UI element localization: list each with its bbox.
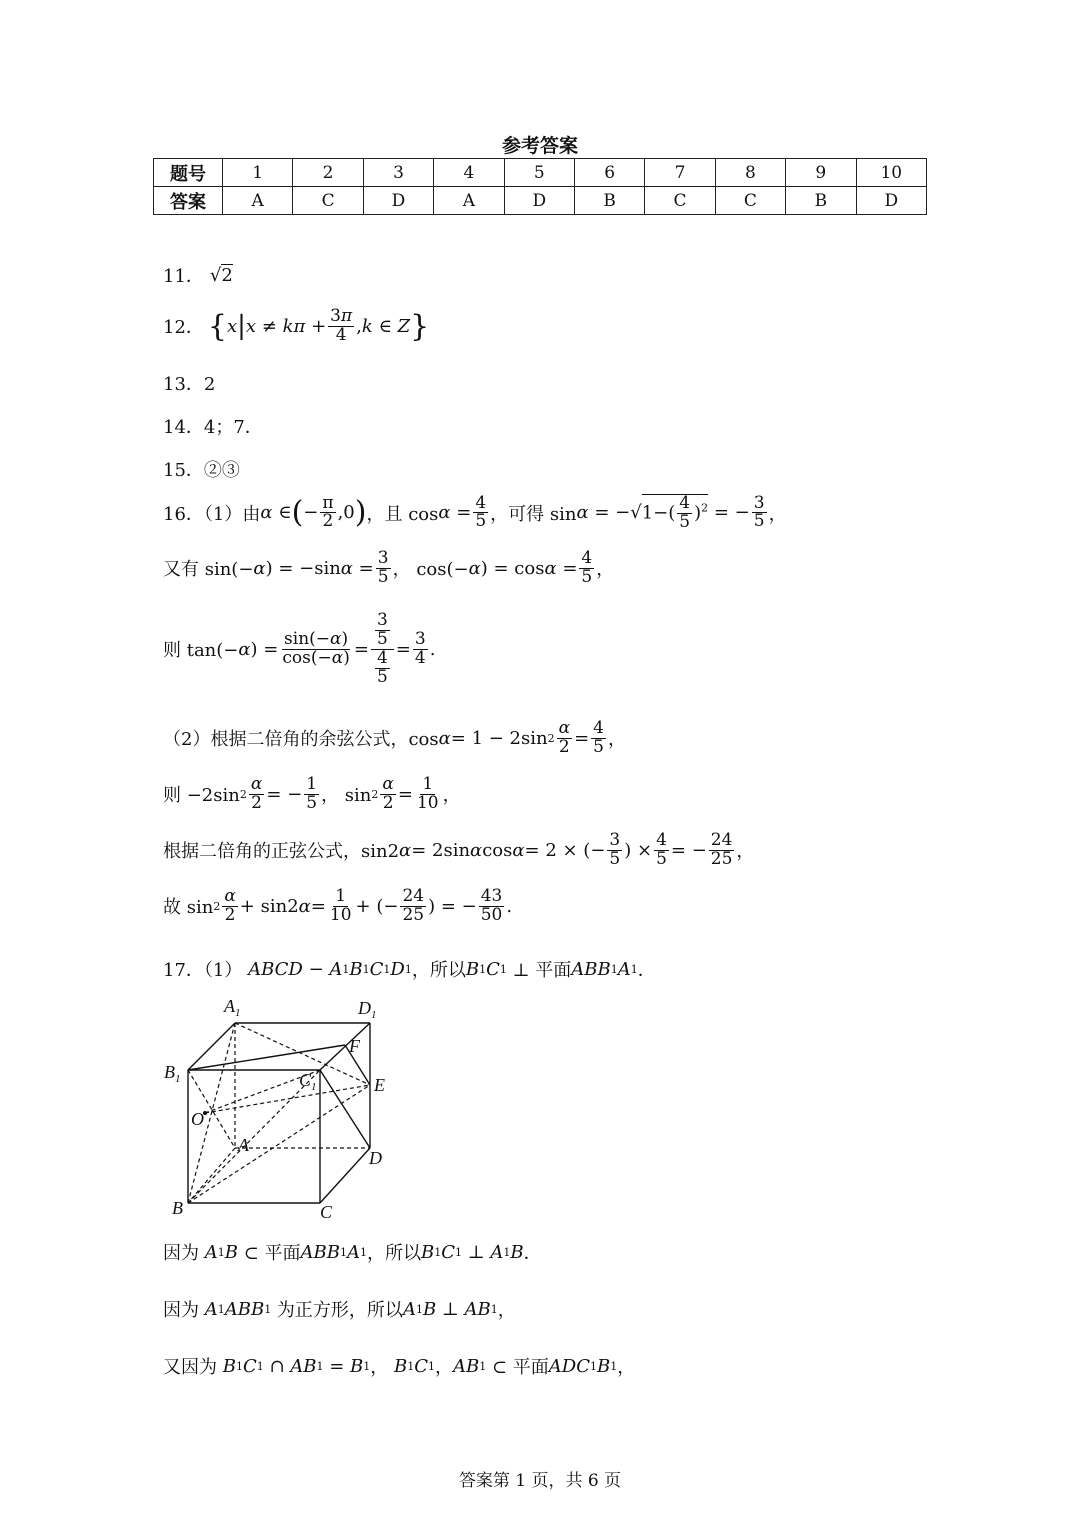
table-cell: 1 xyxy=(223,159,293,187)
label-D1: $D_1$ xyxy=(358,998,377,1021)
table-cell: C xyxy=(293,187,363,215)
label-A1: $A_1$ xyxy=(224,996,241,1019)
answer-13: 13．2 xyxy=(163,374,216,395)
answer-14: 14．4；7． xyxy=(163,417,263,438)
table-cell: 3 xyxy=(363,159,433,187)
label-E: E xyxy=(374,1075,385,1095)
table-cell: 4 xyxy=(434,159,504,187)
answer-16-line4: （2）根据二倍角的余弦公式，cos α = 1 − 2sin 2 $\frac{\alpha}{2}$ = $\frac{4}{5}$ ， xyxy=(163,718,626,757)
label-A: A xyxy=(238,1135,249,1155)
label-C1: $C_1$ xyxy=(299,1070,317,1093)
table-header: 题号 xyxy=(154,159,223,187)
table-cell: 10 xyxy=(856,159,926,187)
table-cell: D xyxy=(504,187,574,215)
answer-16-line6: 根据二倍角的正弦公式，sin2 α = 2sin α cos α = 2 × (− $\frac{3}{5}$ ) × $\frac{4}{5}$ = − $\frac{24}{25}$ ， xyxy=(163,830,755,869)
table-header: 答案 xyxy=(154,187,223,215)
table-row-numbers xyxy=(154,159,927,187)
table-cell: A xyxy=(223,187,293,215)
table-cell: D xyxy=(856,187,926,215)
table-cell: 5 xyxy=(504,159,574,187)
table-cell: 7 xyxy=(645,159,715,187)
answer-16-line1: 16．（1）由 α ∈ ( − $\frac{\pi}{2}$ ,0 ) ，且 cos α = $\frac{4}{5}$ ，可得 sin α = −√ 1−( $\frac{4}{5}$ )$^2$ = − $\frac{3}{5}$ ， xyxy=(163,492,787,532)
cube-figure xyxy=(160,990,420,1220)
answer-16-line7: 故 sin 2 $\frac{\alpha}{2}$ + sin2 α = $\frac{1}{10}$ + (− $\frac{24}{25}$ ) = − $\frac{43}{50}$ . xyxy=(163,886,513,925)
label-F: F xyxy=(349,1036,360,1056)
table-cell: B xyxy=(574,187,644,215)
answer-17-line2: 因为 A 1 B ⊂ 平面 ABB 1 A 1 ，所以 B 1 C 1 ⊥ A 1 B ． xyxy=(163,1241,542,1264)
page-footer: 答案第 1 页，共 6 页 xyxy=(458,1471,622,1491)
table-cell: 2 xyxy=(293,159,363,187)
answer-table xyxy=(153,158,927,215)
answer-16-line3: 则 tan(− α ) = $\frac{\sin(-\alpha)}{\cos(-\alpha)}$ = $\frac{\frac{3}{5}}{\frac{4}{5}}$ = $\frac{3}{4}$ . xyxy=(163,610,436,687)
label-B1: $B_1$ xyxy=(164,1062,181,1085)
table-cell: C xyxy=(645,187,715,215)
table-cell: C xyxy=(715,187,785,215)
table-cell: 6 xyxy=(574,159,644,187)
label-O: O xyxy=(191,1109,204,1129)
table-cell: A xyxy=(434,187,504,215)
label-D: D xyxy=(369,1148,382,1168)
answer-12: 12． { x | x ≠ kπ + $\frac{3\pi}{4}$ , k ∈ Z } xyxy=(163,306,430,345)
table-row-answers xyxy=(154,187,927,215)
answer-17-line3: 因为 A 1 ABB 1 为正方形，所以 A 1 B ⊥ AB 1 ， xyxy=(163,1298,516,1321)
answer-17-line1: 17．（1） ABCD − A 1 B 1 C 1 D 1 ，所以 B 1 C 1 ⊥ 平面 ABB 1 A 1 ． xyxy=(163,958,656,981)
table-cell: B xyxy=(786,187,856,215)
page-title: 参考答案 xyxy=(501,135,578,157)
table-cell: 9 xyxy=(786,159,856,187)
label-C: C xyxy=(320,1202,333,1220)
answer-16-line5: 则 −2sin 2 $\frac{\alpha}{2}$ = − $\frac{1}{5}$ ， sin 2 $\frac{\alpha}{2}$ = $\frac{1}{10}$ ， xyxy=(163,774,461,813)
answer-17-line4: 又因为 B 1 C 1 ∩ AB 1 = B 1 ， B 1 C 1 ， AB 1 ⊂ 平面 ADC 1 B 1 ， xyxy=(163,1355,636,1378)
answer-16-line2: 又有 sin(− α ) = −sin α = $\frac{3}{5}$ ， cos(− α ) = cos α = $\frac{4}{5}$ ， xyxy=(163,548,615,587)
label-B: B xyxy=(172,1198,183,1218)
answer-15: 15．②③ xyxy=(163,460,240,481)
table-cell: 8 xyxy=(715,159,785,187)
answer-11: 11． √2 xyxy=(163,264,233,287)
table-cell: D xyxy=(363,187,433,215)
